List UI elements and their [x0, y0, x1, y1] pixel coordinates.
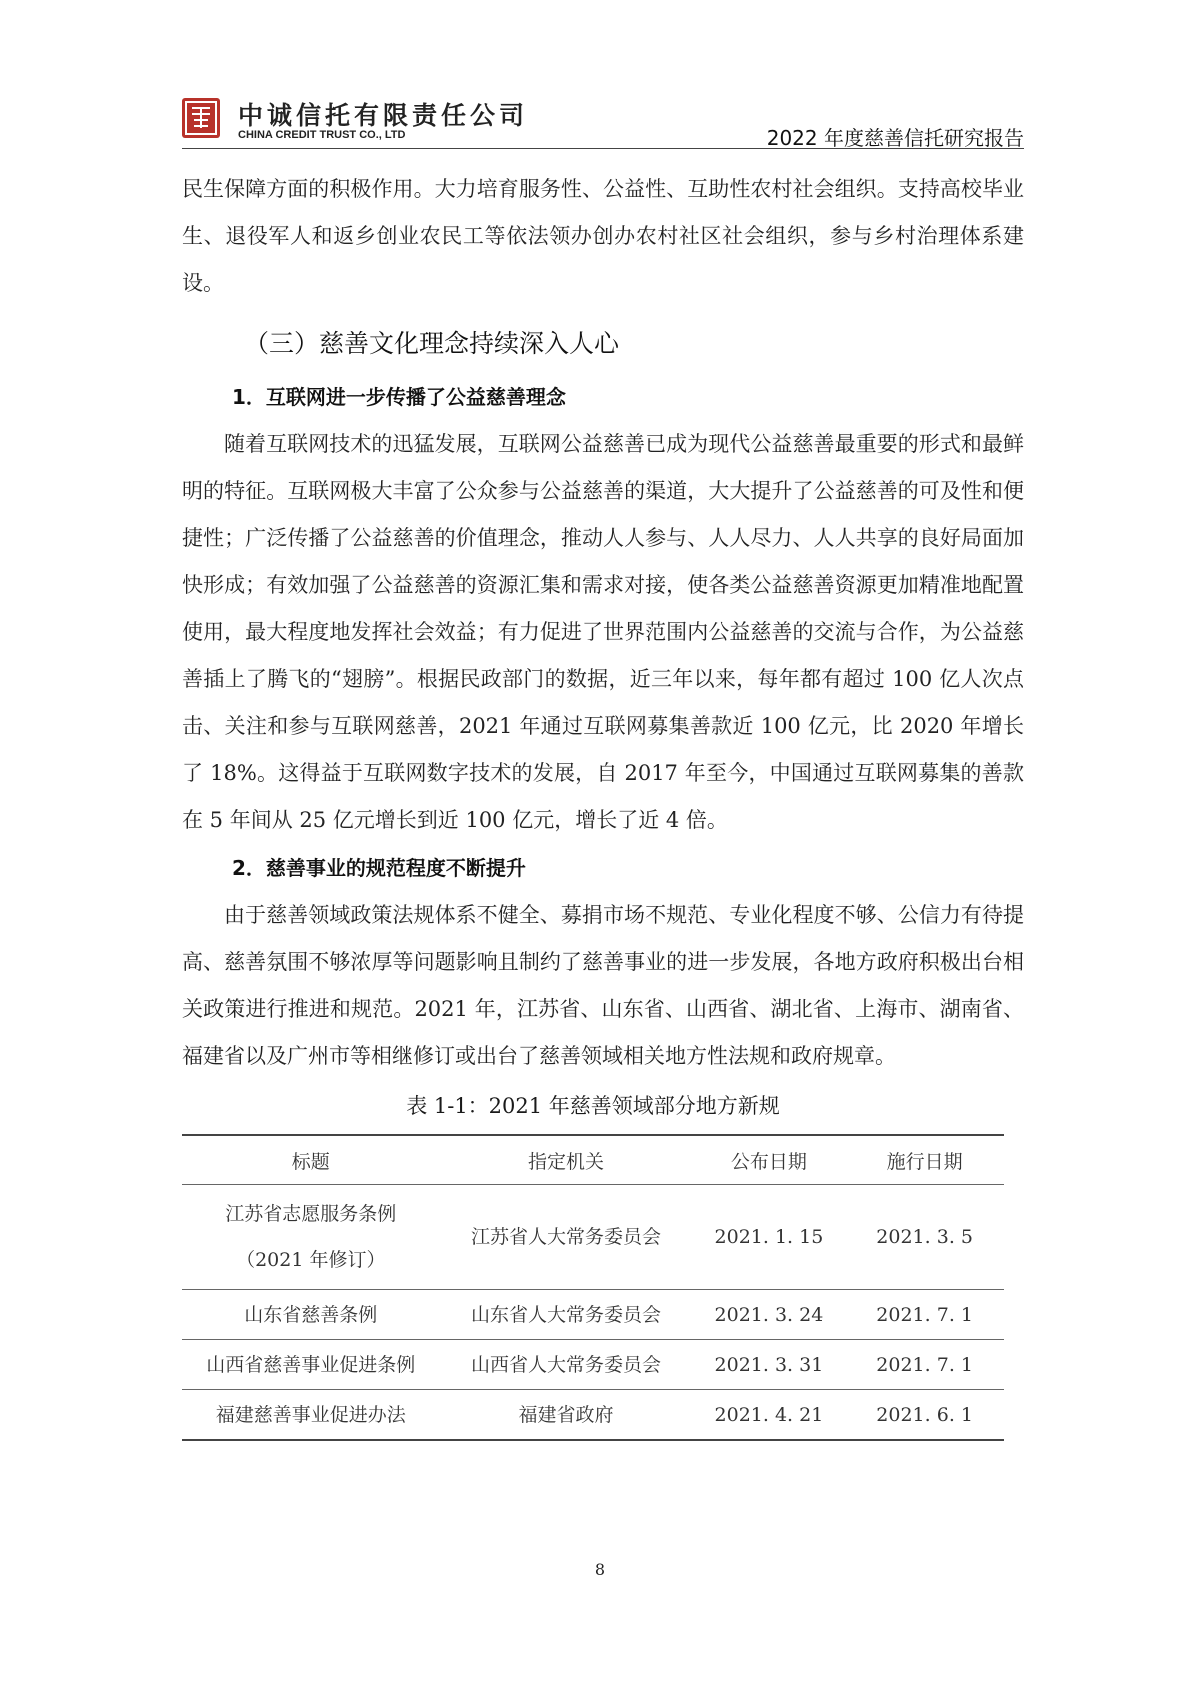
cell-published: 2021. 3. 31	[693, 1340, 846, 1390]
page-content	[182, 166, 1024, 1441]
cell-effective: 2021. 7. 1	[845, 1340, 1004, 1390]
cell-agency: 山东省人大常务委员会	[440, 1290, 693, 1340]
cell-title: 山东省慈善条例	[182, 1290, 440, 1340]
column-header-published: 公布日期	[693, 1135, 846, 1185]
subsection-2-paragraph: 由于慈善领域政策法规体系不健全、募捐市场不规范、专业化程度不够、公信力有待提高、慈善氛围不够浓厚等问题影响且制约了慈善事业的进一步发展，各地方政府积极出台相关政策进行推进和规范。2021 年，江苏省、山东省、山西省、湖北省、上海市、湖南省、福建省以及广州市等相继修订或出台了慈善领域相关地方性法规和政府规章。	[182, 903, 1024, 1068]
table-row	[182, 1290, 1004, 1340]
table-row	[182, 1185, 1004, 1290]
report-title: 2022 年度慈善信托研究报告	[766, 126, 1024, 150]
subsection-1-heading: 1．互联网进一步传播了公益慈善理念	[232, 385, 566, 409]
cell-agency: 江苏省人大常务委员会	[440, 1185, 693, 1290]
intro-paragraph: 民生保障方面的积极作用。大力培育服务性、公益性、互助性农村社会组织。支持高校毕业生、退役军人和返乡创业农民工等依法领办创办农村社区社会组织，参与乡村治理体系建设。	[182, 177, 1024, 295]
column-header-title: 标题	[182, 1135, 440, 1185]
cell-title: 福建慈善事业促进办法	[182, 1390, 440, 1441]
cell-title	[182, 1185, 440, 1290]
page-header	[182, 92, 1024, 148]
regulations-table	[182, 1134, 1004, 1441]
cell-agency: 山西省人大常务委员会	[440, 1340, 693, 1390]
cell-title-note: （2021 年修订）	[236, 1249, 386, 1271]
cell-agency: 福建省政府	[440, 1390, 693, 1441]
header-divider	[182, 148, 1024, 149]
cell-published: 2021. 1. 15	[693, 1185, 846, 1290]
column-header-effective: 施行日期	[845, 1135, 1004, 1185]
company-logo-icon	[182, 98, 220, 138]
page-number: 8	[594, 1560, 606, 1579]
subsection-2-heading: 2．慈善事业的规范程度不断提升	[232, 856, 526, 880]
cell-title: 山西省慈善事业促进条例	[182, 1340, 440, 1390]
company-name-en: CHINA CREDIT TRUST CO., LTD	[238, 129, 406, 141]
cell-published: 2021. 3. 24	[693, 1290, 846, 1340]
table-header-row	[182, 1135, 1004, 1185]
subsection-1-paragraph: 随着互联网技术的迅猛发展，互联网公益慈善已成为现代公益慈善最重要的形式和最鲜明的特征。互联网极大丰富了公众参与公益慈善的渠道，大大提升了公益慈善的可及性和便捷性；广泛传播了公益慈善的价值理念，推动人人参与、人人尽力、人人共享的良好局面加快形成；有效加强了公益慈善的资源汇集和需求对接，使各类公益慈善资源更加精准地配置使用，最大程度地发挥社会效益；有力促进了世界范围内公益慈善的交流与合作，为公益慈善插上了腾飞的“翅膀”。根据民政部门的数据，近三年以来，每年都有超过 100 亿人次点击、关注和参与互联网慈善，2021 年通过互联网募集善款近 100 亿元，比 2020 年增长了 18%。这得益于互联网数字技术的发展，自 2017 年至今，中国通过互联网募集的善款在 5 年间从 25 亿元增长到近 100 亿元，增长了近 4 倍。	[182, 432, 1024, 832]
cell-effective: 2021. 3. 5	[845, 1185, 1004, 1290]
column-header-agency: 指定机关	[440, 1135, 693, 1185]
table-row	[182, 1390, 1004, 1441]
company-name-cn: 中诚信托有限责任公司	[238, 101, 529, 130]
cell-effective: 2021. 6. 1	[845, 1390, 1004, 1441]
cell-title-main: 江苏省志愿服务条例	[225, 1203, 397, 1225]
section-heading: （三）慈善文化理念持续深入人心	[244, 329, 620, 358]
cell-published: 2021. 4. 21	[693, 1390, 846, 1441]
table-row	[182, 1340, 1004, 1390]
table-caption: 表 1-1：2021 年慈善领域部分地方新规	[406, 1094, 780, 1118]
cell-effective: 2021. 7. 1	[845, 1290, 1004, 1340]
